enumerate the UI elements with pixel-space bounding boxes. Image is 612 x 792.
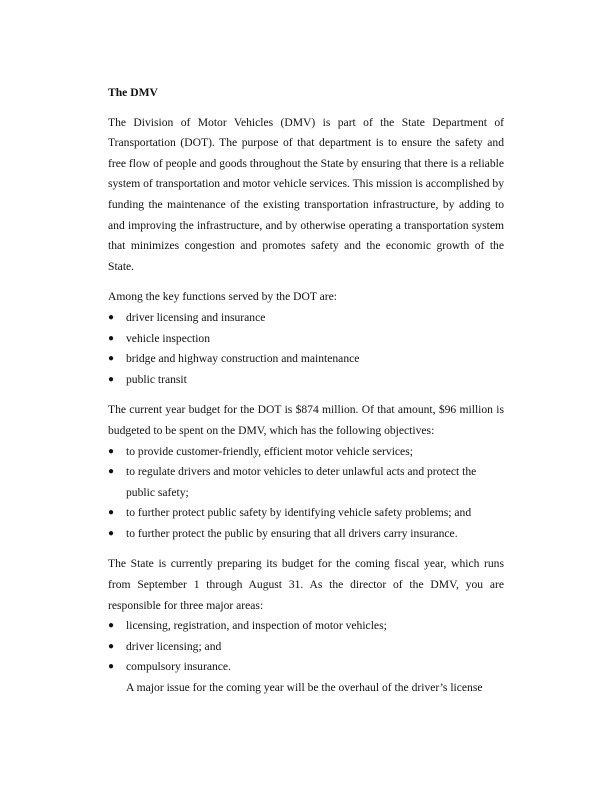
bullet-icon: ●	[108, 640, 115, 652]
dmv-objectives-list	[108, 442, 504, 545]
bullet-icon: ●	[108, 507, 115, 519]
bullet-icon: ●	[108, 466, 115, 478]
closing-paragraph: A major issue for the coming year will be the overhaul of the driver’s license	[126, 681, 483, 695]
list-item: ● driver licensing; and	[108, 637, 504, 658]
bullet-icon: ●	[108, 332, 115, 344]
intro-paragraph: The Division of Motor Vehicles (DMV) is part of the State Department of Transportation (DOT). The purpose of that department is to ensure the safety and free flow of people and goods throughout the State by ensuring that there is a reliable system of transportation and motor vehicle services. This mission is accomplished by funding the maintenance of the existing transportation infrastructure, by adding to and improving the infrastructure, and by otherwise operating a transportation system that minimizes congestion and promotes safety and the economic growth of the State.	[108, 115, 504, 273]
bullet-icon: ●	[108, 373, 115, 385]
list-item: ● compulsory insurance.	[108, 657, 504, 678]
bullet-icon: ●	[108, 353, 115, 365]
dot-functions-intro: Among the key functions served by the DOT are:	[108, 290, 338, 304]
document-page	[108, 83, 504, 699]
list-item: ● to regulate drivers and motor vehicles to deter unlawful acts and protect the public safety;	[108, 462, 504, 503]
bullet-icon: ●	[108, 661, 115, 673]
dot-functions-list	[108, 308, 504, 390]
budget-paragraph: The current year budget for the DOT is $874 million. Of that amount, $96 million is budgeted to be spent on the DMV, which has the following objectives:	[108, 403, 504, 437]
list-item: ● vehicle inspection	[108, 329, 504, 350]
bullet-icon: ●	[108, 620, 115, 632]
list-item: ● to further protect public safety by identifying vehicle safety problems; and	[108, 503, 504, 524]
list-item: ● to provide customer-friendly, efficient motor vehicle services;	[108, 442, 504, 463]
list-item: ● driver licensing and insurance	[108, 308, 504, 329]
list-item: ● bridge and highway construction and maintenance	[108, 349, 504, 370]
list-item: ● licensing, registration, and inspection of motor vehicles;	[108, 616, 504, 637]
bullet-icon: ●	[108, 311, 115, 323]
bullet-icon: ●	[108, 445, 115, 457]
list-item: ● to further protect the public by ensuring that all drivers carry insurance.	[108, 524, 504, 545]
responsibilities-list	[108, 616, 504, 678]
fiscal-year-paragraph: The State is currently preparing its budget for the coming fiscal year, which runs from September 1 through August 31. As the director of the DMV, you are responsible for three major areas:	[108, 557, 504, 612]
list-item: ● public transit	[108, 370, 504, 391]
page-title: The DMV	[108, 86, 158, 99]
bullet-icon: ●	[108, 527, 115, 539]
